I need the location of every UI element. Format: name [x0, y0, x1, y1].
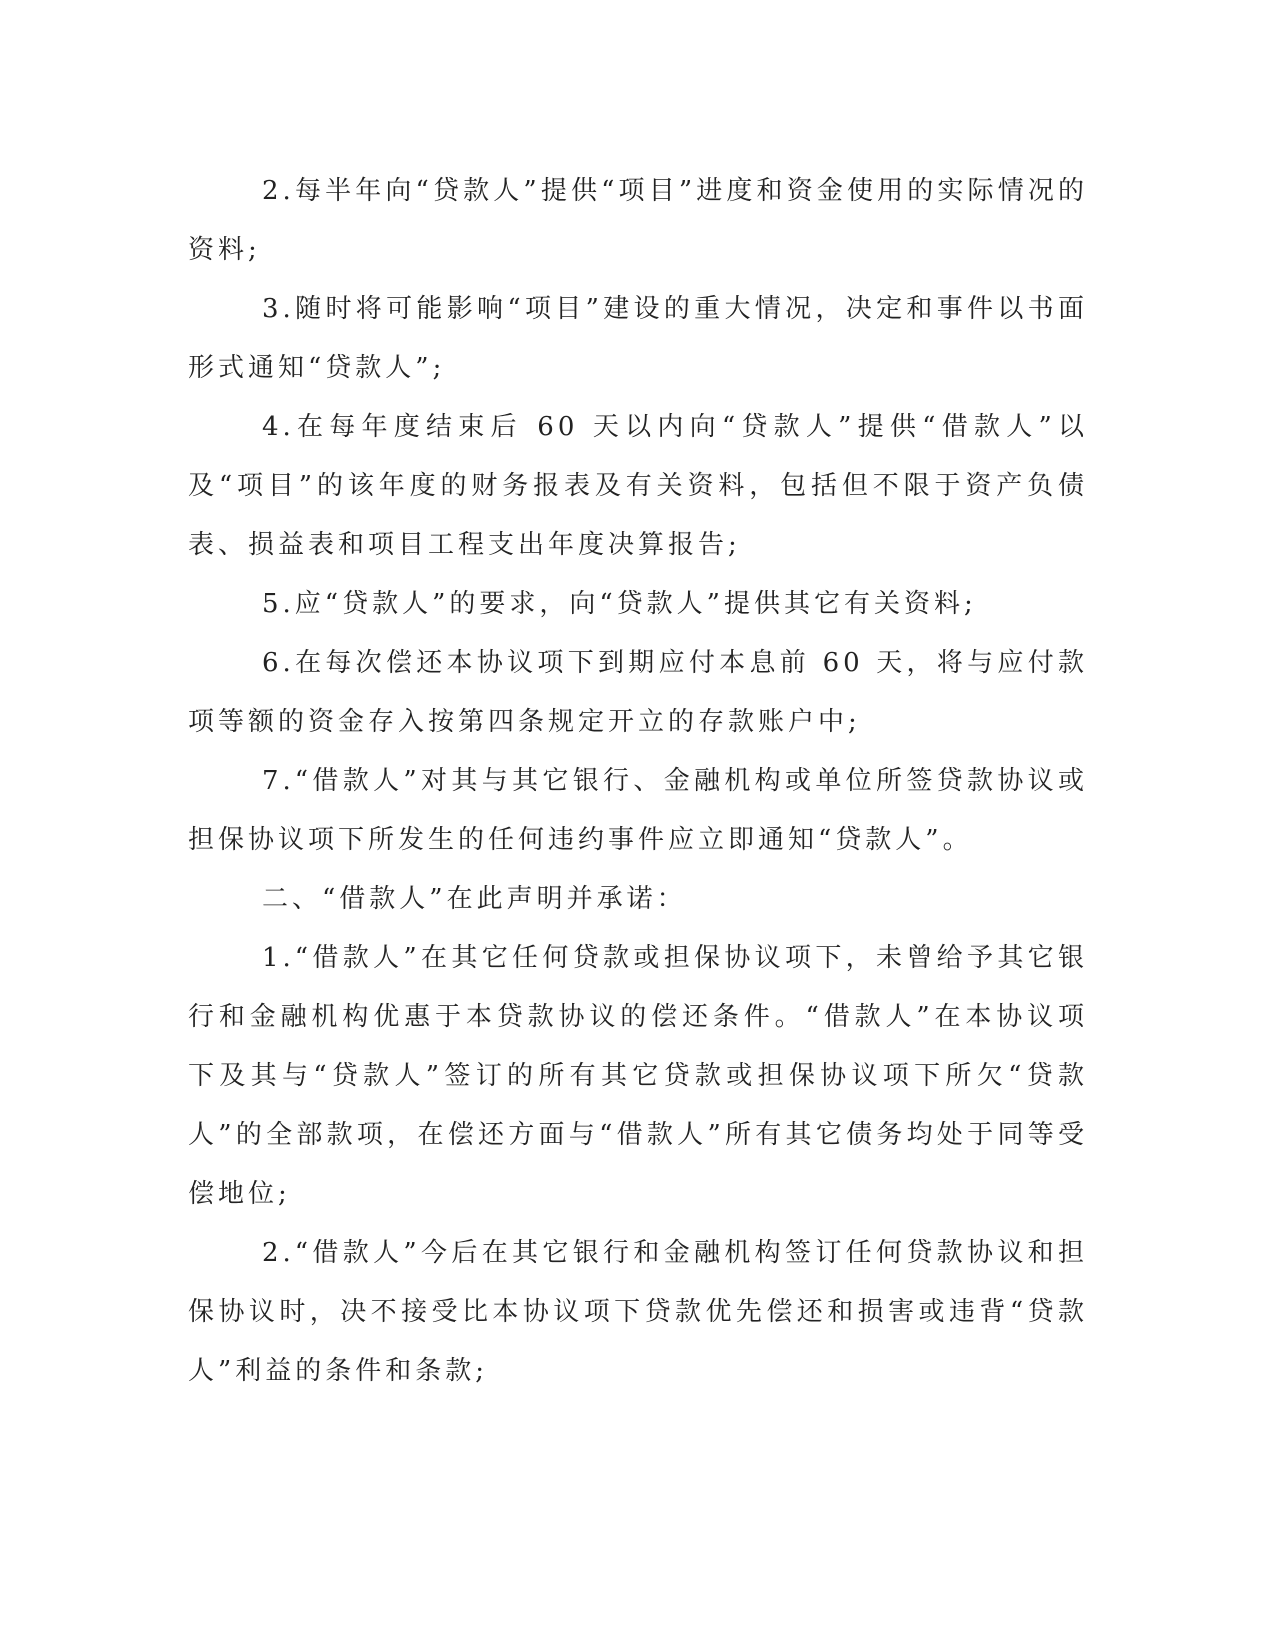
- paragraph-item-3-major-events-notice: 3.随时将可能影响“项目”建设的重大情况，决定和事件以书面形式通知“贷款人”;: [188, 294, 1088, 383]
- document-body: [188, 162, 1088, 1401]
- paragraph-item-4-annual-financial-statements: 4.在每年度结束后 60 天以内向“贷款人”提供“借款人”以及“项目”的该年度的财务报表及有关资料，包括但不限于资产负债表、损益表和项目工程支出年度决算报告;: [188, 412, 1088, 560]
- paragraph-declaration-2-no-priority-terms: 2.“借款人”今后在其它银行和金融机构签订任何贷款协议和担保协议时，决不接受比本协议项下贷款优先偿还和损害或违背“贷款人”利益的条件和条款;: [188, 1238, 1088, 1386]
- paragraph-item-6-repayment-deposit: 6.在每次偿还本协议项下到期应付本息前 60 天，将与应付款项等额的资金存入按第四条规定开立的存款账户中;: [188, 648, 1088, 737]
- paragraph-declaration-1-equal-ranking: 1.“借款人”在其它任何贷款或担保协议项下，未曾给予其它银行和金融机构优惠于本贷款协议的偿还条件。“借款人”在本协议项下及其与“贷款人”签订的所有其它贷款或担保协议项下所欠“贷款人”的全部款项，在偿还方面与“借款人”所有其它债务均处于同等受偿地位;: [188, 943, 1088, 1209]
- section-heading-declarations: 二、“借款人”在此声明并承诺：: [262, 884, 687, 914]
- paragraph-item-7-default-notice: 7.“借款人”对其与其它银行、金融机构或单位所签贷款协议或担保协议项下所发生的任何违约事件应立即通知“贷款人”。: [188, 766, 1088, 855]
- paragraph-item-2-progress-report: 2.每半年向“贷款人”提供“项目”进度和资金使用的实际情况的资料;: [188, 176, 1088, 265]
- paragraph-item-5-other-materials: 5.应“贷款人”的要求，向“贷款人”提供其它有关资料;: [262, 589, 977, 619]
